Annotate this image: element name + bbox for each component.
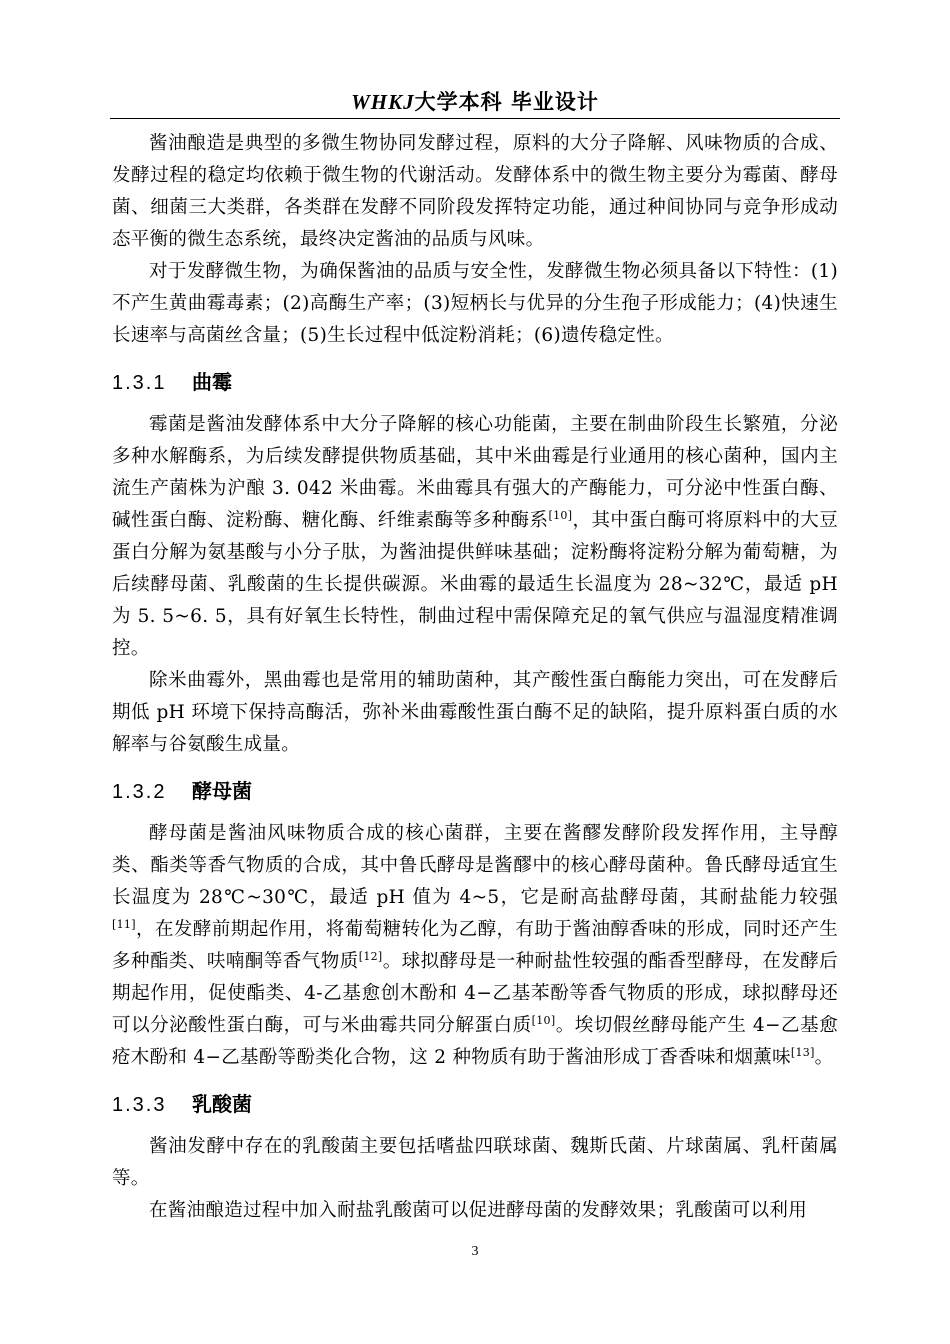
text-run: ，在发酵前期起作用，将葡萄糖转化为乙醇，有助于酱油醇香味的形成，同时还产生多种酯类、呋喃酮等香气物质 [112, 919, 838, 972]
text-run: ，其中蛋白酶可将原料中的大豆蛋白分解为氨基酸与小分子肽，为酱油提供鲜味基础；淀粉酶将淀粉分解为葡萄糖，为后续酵母菌、乳酸菌的生长提供碳源。米曲霉的最适生长温度为 28~32℃，最适 pH 为 5. 5~6. 5，具有好氧生长特性，制曲过程中需保障充足的氧气供应与温湿度精准调控。 [112, 510, 838, 659]
header-latin: WHKJ [351, 90, 415, 114]
intro-paragraph-1: 酱油酿造是典型的多微生物协同发酵过程，原料的大分子降解、风味物质的合成、发酵过程的稳定均依赖于微生物的代谢活动。发酵体系中的微生物主要分为霉菌、酵母菌、细菌三大类群，各类群在发酵不同阶段发挥特定功能，通过种间协同与竞争形成动态平衡的微生态系统，最终决定酱油的品质与风味。 [112, 133, 838, 250]
section-number: 1.3.3 [112, 1094, 167, 1116]
citation: [11] [112, 917, 136, 931]
section-number: 1.3.2 [112, 781, 167, 803]
citation: [12] [358, 949, 383, 963]
lactic-paragraph-2: 在酱油酿造过程中加入耐盐乳酸菌可以促进酵母菌的发酵效果；乳酸菌可以利用 [149, 1200, 808, 1221]
citation: [10] [548, 508, 573, 522]
page-number: 3 [471, 1244, 479, 1259]
section-title: 曲霉 [192, 370, 232, 394]
section-heading-1-3-1 [112, 362, 838, 403]
text-run: 酵母菌是酱油风味物质合成的核心菌群，主要在酱醪发酵阶段发挥作用，主导醇类、酯类等香气物质的合成，其中鲁氏酵母是酱醪中的核心酵母菌种。鲁氏酵母适宜生长温度为 28℃~30℃，最适 pH 值为 4~5，它是耐高盐酵母菌，其耐盐能力较强 [112, 823, 838, 908]
text-run: 。埃切假丝酵母能产生 4−乙基愈疮木酚和 4−乙基酚等酚类化合物，这 2 种物质有助于酱油形成丁香香味和烟薰味 [112, 1015, 838, 1068]
section-title: 乳酸菌 [192, 1092, 252, 1116]
section-heading-1-3-3 [112, 1084, 838, 1125]
citation: [13] [790, 1045, 815, 1059]
yeast-paragraph [112, 818, 838, 1074]
text-run: 霉菌是酱油发酵体系中大分子降解的核心功能菌，主要在制曲阶段生长繁殖，分泌多种水解酶系，为后续发酵提供物质基础，其中米曲霉是行业通用的核心菌种，国内主流生产菌株为沪酿 3. 042 米曲霉。米曲霉具有强大的产酶能力，可分泌中性蛋白酶、碱性蛋白酶、淀粉酶、糖化酶、纤维素酶等多种酶系 [112, 414, 838, 531]
main-content [112, 128, 838, 1227]
page-header [110, 86, 840, 116]
header-rule [110, 118, 840, 119]
aspergillus-paragraph-2: 除米曲霉外，黑曲霉也是常用的辅助菌种，其产酸性蛋白酶能力突出，可在发酵后期低 pH 环境下保持高酶活，弥补米曲霉酸性蛋白酶不足的缺陷，提升原料蛋白质的水解率与谷氨酸生成量。 [112, 670, 838, 755]
text-run: 。 [814, 1047, 834, 1068]
section-heading-1-3-2 [112, 771, 838, 812]
intro-paragraph-2: 对于发酵微生物，为确保酱油的品质与安全性，发酵微生物必须具备以下特性：(1)不产生黄曲霉毒素；(2)高酶生产率；(3)短柄长与优异的分生孢子形成能力；(4)快速生长速率与高菌丝含量；(5)生长过程中低淀粉消耗；(6)遗传稳定性。 [112, 261, 838, 346]
lactic-paragraph-1: 酱油发酵中存在的乳酸菌主要包括嗜盐四联球菌、魏斯氏菌、片球菌属、乳杆菌属等。 [112, 1136, 838, 1189]
citation: [10] [531, 1013, 556, 1027]
text-run: 。球拟酵母是一种耐盐性较强的酯香型酵母，在发酵后期起作用，促使酯类、4-乙基愈创木酚和 4−乙基苯酚等香气物质的形成，球拟酵母还可以分泌酸性蛋白酶，可与米曲霉共同分解蛋白质 [112, 951, 839, 1036]
section-title: 酵母菌 [192, 779, 252, 803]
section-number: 1.3.1 [112, 372, 167, 394]
header-title: 大学本科 毕业设计 [414, 90, 599, 114]
aspergillus-paragraph-1 [112, 409, 838, 665]
